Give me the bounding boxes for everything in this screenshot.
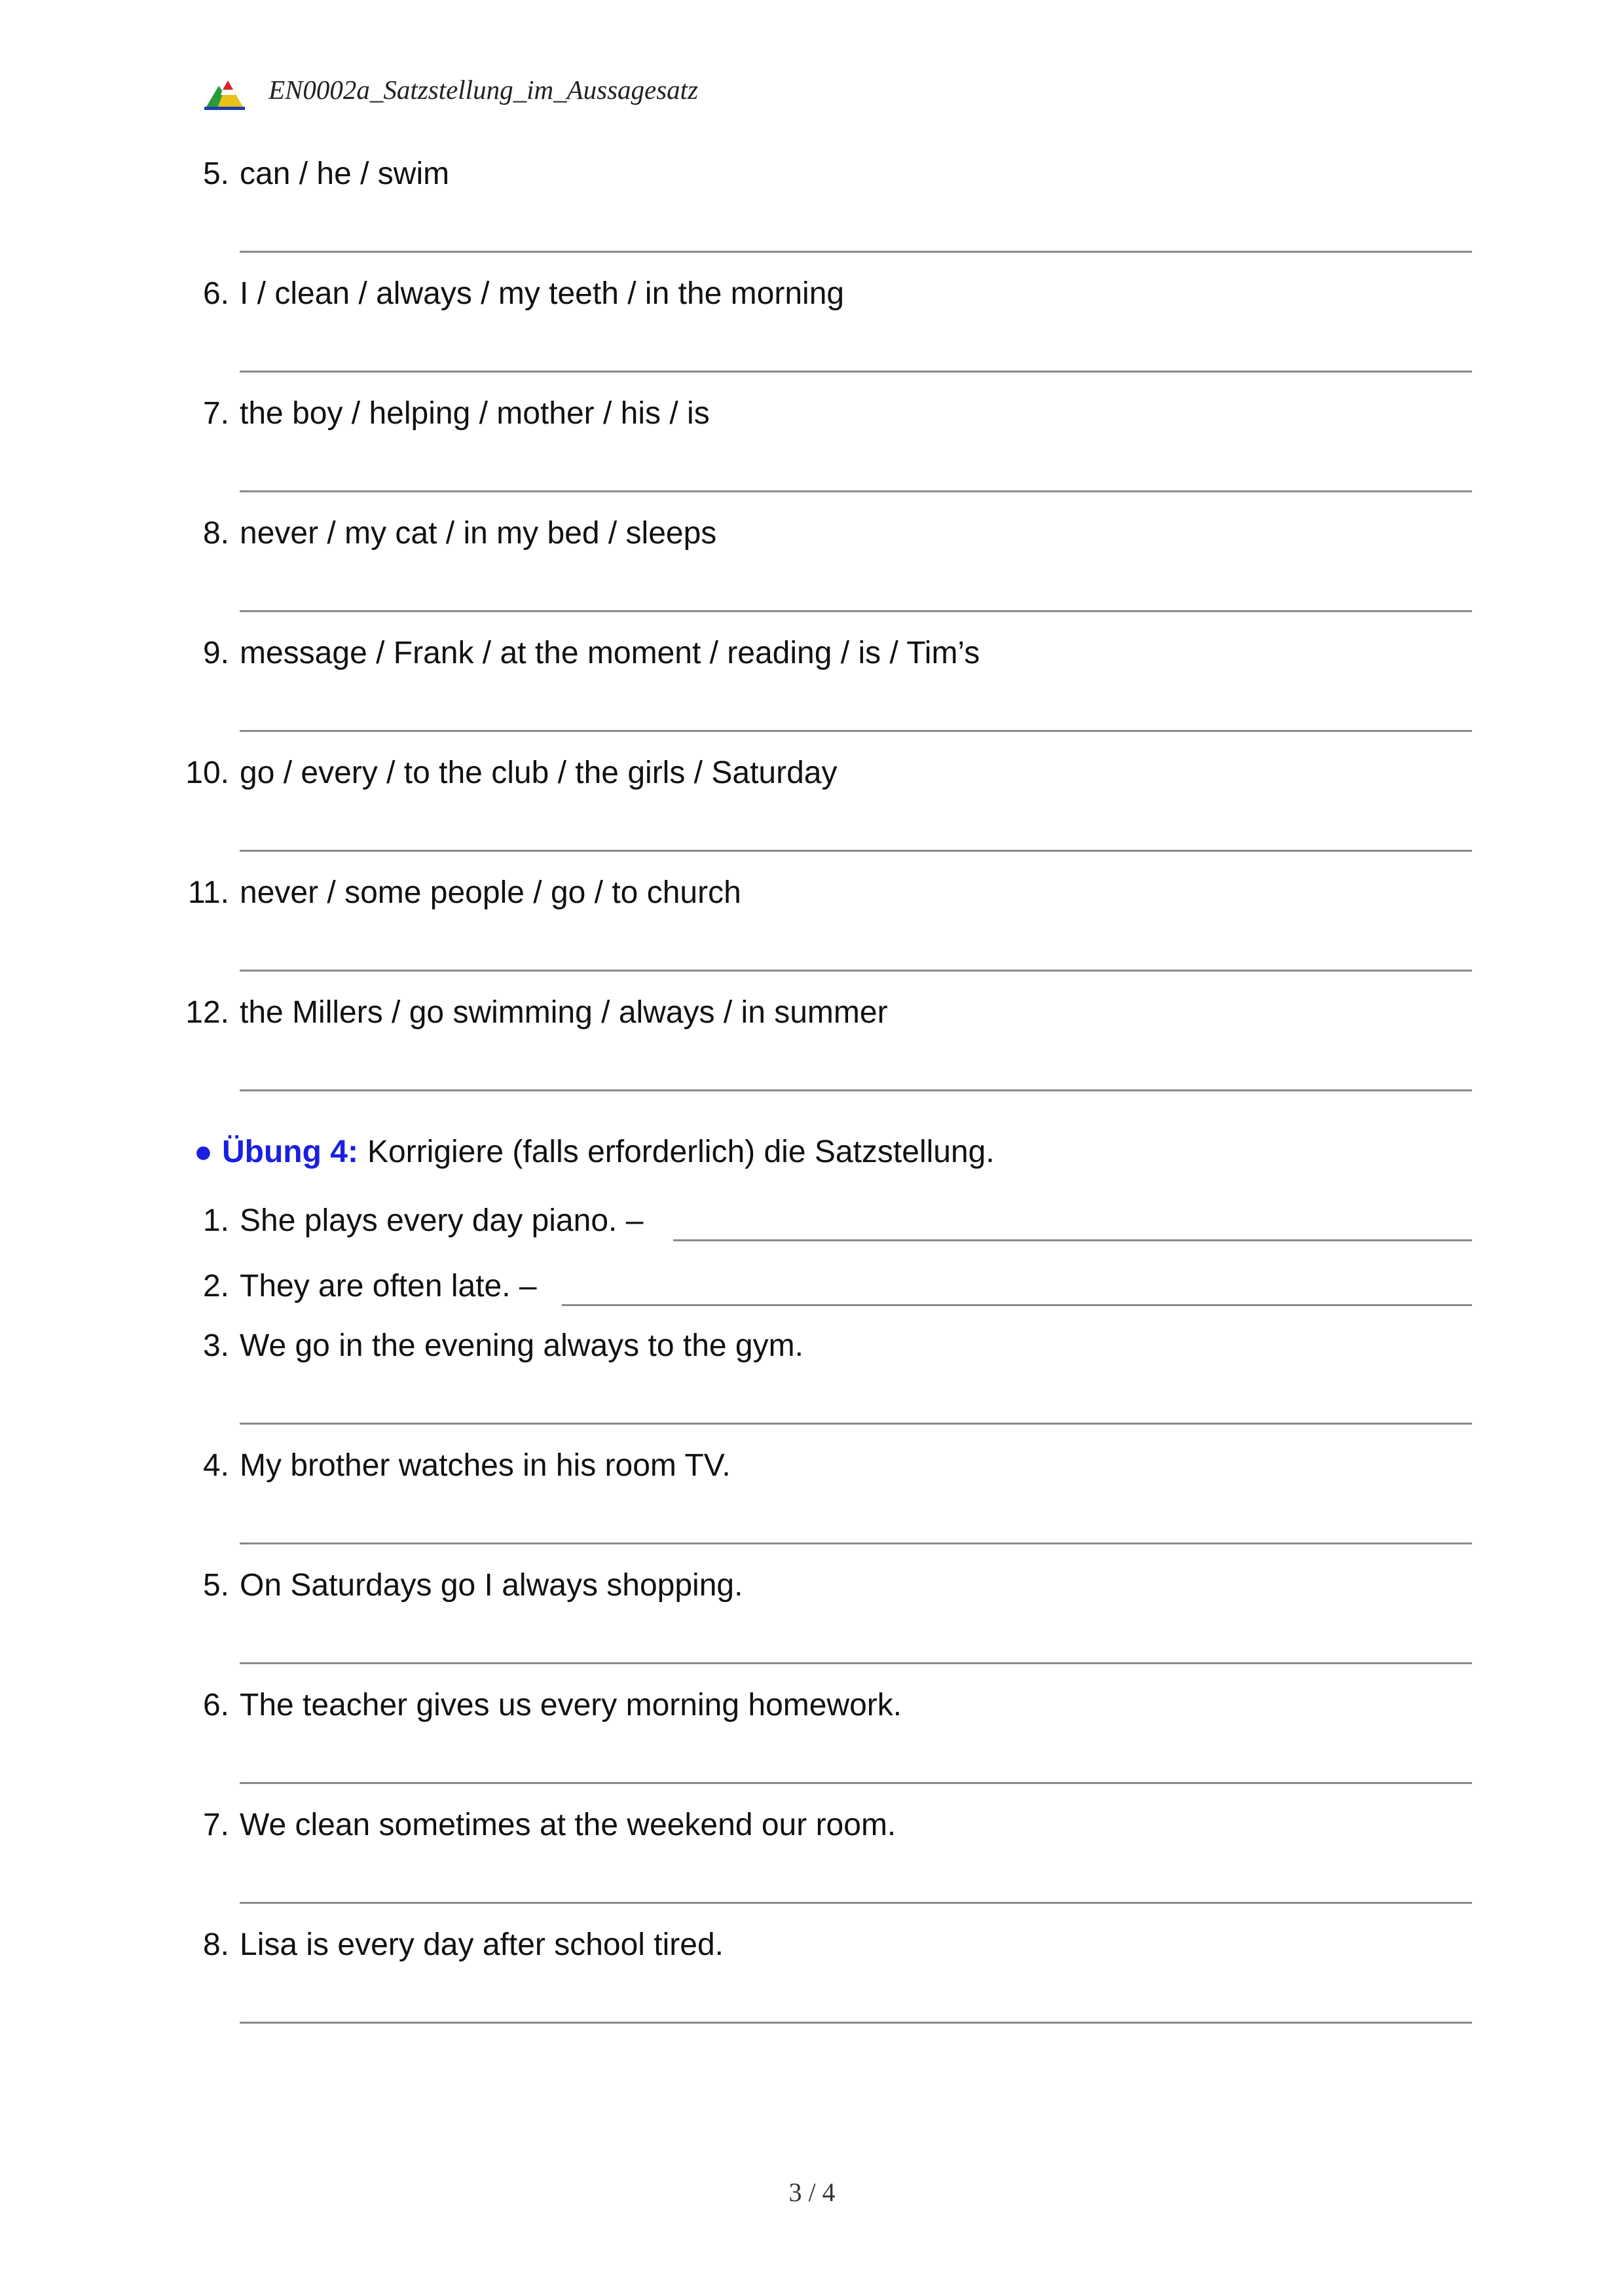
- answer-line[interactable]: [240, 970, 1472, 972]
- item-text: They are often late. –: [240, 1269, 537, 1303]
- answer-line[interactable]: [240, 1662, 1472, 1664]
- item-number: 5.: [202, 1568, 229, 1603]
- item-text: go / every / to the club / the girls / Saturday: [240, 756, 838, 790]
- mountain-logo-icon: [203, 74, 246, 111]
- item-number: 3.: [202, 1328, 229, 1363]
- page-number: 3 / 4: [788, 2178, 836, 2207]
- item-number: 5.: [202, 156, 229, 191]
- item-number: 10.: [185, 756, 229, 790]
- item-text: the boy / helping / mother / his / is: [240, 396, 710, 431]
- item-number: 8.: [202, 1927, 229, 1962]
- answer-line[interactable]: [673, 1239, 1472, 1241]
- item-number: 2.: [202, 1269, 229, 1303]
- answer-line[interactable]: [240, 1542, 1472, 1544]
- answer-line[interactable]: [240, 1089, 1472, 1091]
- item-number: 11.: [187, 875, 229, 910]
- item-number: 4.: [202, 1448, 229, 1483]
- answer-line[interactable]: [240, 610, 1472, 612]
- item-number: 1.: [202, 1203, 229, 1238]
- item-text: never / some people / go / to church: [240, 875, 741, 910]
- item-number: 7.: [202, 1808, 229, 1842]
- document-title: EN0002a_Satzstellung_im_Aussagesatz: [268, 75, 699, 105]
- answer-line[interactable]: [240, 490, 1472, 492]
- answer-line[interactable]: [562, 1304, 1472, 1306]
- item-number: 8.: [202, 516, 229, 551]
- answer-line[interactable]: [240, 251, 1472, 253]
- answer-line[interactable]: [240, 850, 1472, 852]
- item-text: We go in the evening always to the gym.: [240, 1328, 803, 1363]
- answer-line[interactable]: [240, 1902, 1472, 1904]
- item-text: can / he / swim: [240, 156, 450, 191]
- item-text: We clean sometimes at the weekend our room.: [240, 1808, 896, 1842]
- exercise-instruction: Korrigiere (falls erforderlich) die Satzstellung.: [367, 1135, 995, 1169]
- item-text: Lisa is every day after school tired.: [240, 1927, 724, 1962]
- bullet-icon: ●: [194, 1135, 213, 1169]
- item-number: 12.: [185, 995, 229, 1030]
- exercise-heading: [194, 1133, 995, 1172]
- answer-line[interactable]: [240, 1423, 1472, 1425]
- item-number: 6.: [202, 1688, 229, 1722]
- item-number: 7.: [202, 396, 229, 431]
- item-number: 9.: [202, 636, 229, 670]
- exercise-label: Übung 4:: [222, 1135, 358, 1169]
- item-text: the Millers / go swimming / always / in summer: [240, 995, 888, 1030]
- answer-line[interactable]: [240, 371, 1472, 373]
- answer-line[interactable]: [240, 2022, 1472, 2024]
- item-text: message / Frank / at the moment / reading / is / Tim’s: [240, 636, 980, 670]
- item-number: 6.: [202, 276, 229, 311]
- item-text: She plays every day piano. –: [240, 1203, 644, 1238]
- answer-line[interactable]: [240, 1782, 1472, 1784]
- item-text: never / my cat / in my bed / sleeps: [240, 516, 717, 551]
- item-text: On Saturdays go I always shopping.: [240, 1568, 743, 1603]
- item-text: I / clean / always / my teeth / in the morning: [240, 276, 845, 311]
- item-text: The teacher gives us every morning homework.: [240, 1688, 902, 1722]
- item-text: My brother watches in his room TV.: [240, 1448, 731, 1483]
- answer-line[interactable]: [240, 730, 1472, 732]
